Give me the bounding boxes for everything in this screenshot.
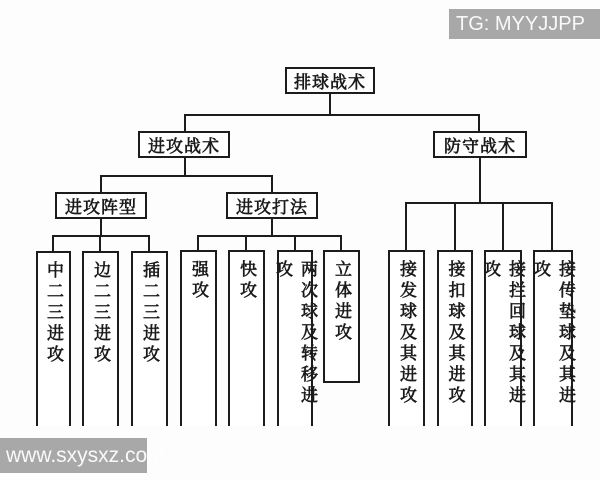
connector-drop-leaf bbox=[245, 235, 247, 250]
leaf-second-ball-transfer-attack: 两次球及转移进攻 bbox=[277, 250, 313, 426]
connector-drop-formation bbox=[100, 175, 102, 193]
connector-drop-leaf bbox=[340, 235, 342, 250]
node-attack-playstyle: 进攻打法 bbox=[226, 192, 318, 219]
leaf-side-2-3-attack: 边二三进攻 bbox=[82, 251, 119, 426]
connector-formation-horizontal bbox=[52, 235, 150, 237]
leaf-serve-receive-attack: 接发球及其进攻 bbox=[388, 250, 425, 426]
leaf-power-attack: 强攻 bbox=[180, 250, 217, 426]
connector-drop-leaf bbox=[148, 235, 150, 251]
connector-drop-leaf bbox=[294, 235, 296, 250]
connector-defense-stem bbox=[479, 158, 481, 204]
leaf-three-dimensional-attack: 立体进攻 bbox=[323, 250, 360, 383]
leaf-quick-attack: 快攻 bbox=[228, 250, 265, 426]
node-attack-formation: 进攻阵型 bbox=[55, 192, 147, 219]
connector-drop-leaf bbox=[454, 202, 456, 250]
connector-drop-attack bbox=[184, 114, 186, 132]
node-root: 排球战术 bbox=[285, 67, 375, 94]
connector-drop-leaf bbox=[52, 235, 54, 251]
node-defense-tactics: 防守战术 bbox=[433, 131, 527, 158]
connector-drop-leaf bbox=[502, 202, 504, 250]
leaf-middle-2-3-attack: 中二三进攻 bbox=[36, 251, 71, 426]
connector-level3-horizontal bbox=[100, 175, 273, 177]
connector-drop-leaf bbox=[405, 202, 407, 250]
connector-drop-leaf bbox=[197, 235, 199, 250]
connector-drop-playstyle bbox=[271, 175, 273, 193]
connector-level2-horizontal bbox=[184, 114, 480, 116]
leaf-insert-2-3-attack: 插二三进攻 bbox=[131, 251, 168, 426]
watermark-telegram: TG: MYYJJPP bbox=[449, 9, 600, 39]
leaf-pass-dig-receive-attack: 接传垫球及其进攻 bbox=[533, 250, 573, 426]
connector-defense-horizontal bbox=[405, 202, 553, 204]
node-attack-tactics: 进攻战术 bbox=[138, 131, 230, 158]
connector-root-stem bbox=[329, 94, 331, 116]
connector-drop-leaf bbox=[99, 235, 101, 251]
watermark-website: www.sxysxz.com bbox=[0, 438, 147, 473]
connector-drop-defense bbox=[478, 114, 480, 132]
leaf-block-rebound-receive-attack: 接拦回球及其进攻 bbox=[484, 250, 522, 426]
connector-drop-leaf bbox=[551, 202, 553, 250]
connector-playstyle-horizontal bbox=[197, 235, 342, 237]
leaf-spike-receive-attack: 接扣球及其进攻 bbox=[437, 250, 473, 426]
